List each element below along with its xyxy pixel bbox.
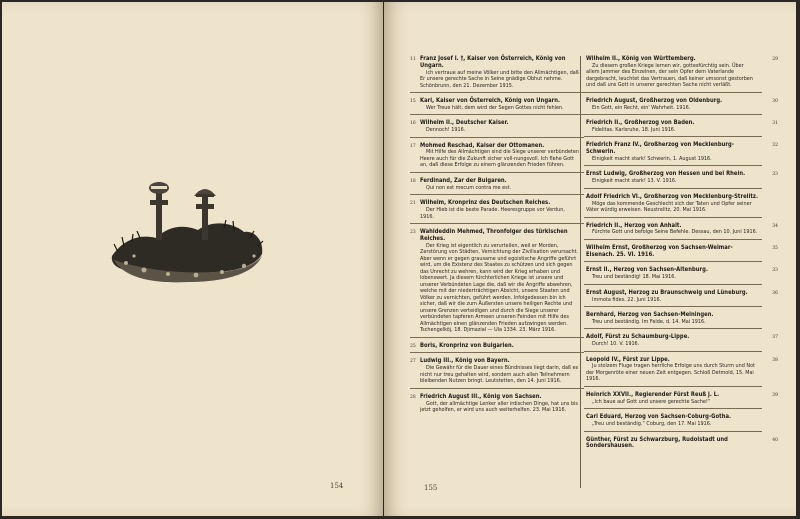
- entry-heading: Wilhelm II., Deutscher Kaiser.: [420, 120, 509, 127]
- entry-heading: Adolf, Fürst zu Schaumburg-Lippe.: [586, 334, 690, 341]
- entry-text: Die Gewähr für die Dauer eines Bündnisses liegt darin, daß es nicht nur treu gehalten wird, sondern auch allen Teilnehmern bleibenden Nutzen bringt. Leutstetten, den 14. Juni 1916.: [420, 365, 579, 385]
- entry-text: Gott, der allmächtige Lenker aller irdischen Dinge, hat uns bis jetzt geholfen, er wird uns auch weiterhelfen. 23. Mai 1916.: [420, 400, 578, 414]
- entry-heading: Wilhelm Ernst, Großherzog von Sachsen-Weimar-Eisenach. 25. VI. 1916.: [586, 244, 733, 258]
- entry-text: Zu diesem großen Kriege lernen wir, gottesfürchtig sein. Über allem Jammer des Einzelnen, der sein Opfer dem Vaterlande dargebracht, leuchtet das Vertrauen, daß keiner umsonst gestorben und daß uns Gott in unserer gerechten Sache nicht verläßt.: [586, 62, 753, 89]
- entry-number: 33: [772, 172, 778, 178]
- entry-text: Treu und beständig. Im Felde, d. 14. Mai 1916.: [592, 318, 706, 325]
- entry: [584, 118, 778, 137]
- entry: [410, 118, 584, 137]
- entry-number: 21: [410, 201, 416, 207]
- entry-text: Möge das kommende Geschlecht sich der Taten und Opfer seiner Väter würdig erweisen. Neustrelitz, 20. Mai 1916.: [586, 200, 752, 214]
- page-number-left: 154: [330, 482, 344, 490]
- left-page: [2, 2, 383, 516]
- entry-text: Treu und beständig! 18. Mai 1916.: [592, 274, 676, 281]
- entry-text: Immota fides. 22. Juni 1916.: [592, 296, 662, 303]
- entry: [584, 332, 778, 351]
- entry-heading: Carl Eduard, Herzog von Sachsen-Coburg-Gotha.: [586, 414, 732, 421]
- entry-text: Einigkeit macht stark! 13. V. 1916.: [592, 178, 677, 185]
- entry-number: 32: [772, 143, 778, 149]
- entry-heading: Friedrich August, Großherzog von Oldenburg.: [586, 97, 723, 104]
- entry-number: 17: [410, 143, 416, 149]
- entry-text: Qui non est mecum contra me est.: [426, 184, 512, 191]
- entry-number: 18: [410, 178, 416, 184]
- entry-heading: Karl, Kaiser von Österreich, König von Ungarn.: [420, 98, 561, 105]
- entry-text: Ich vertraue auf meine Völker und bitte den Allmächtigen, daß Er unsere gerechte Sache in Seine gnädige Obhut nehme. Schönbrunn, den 21. Dezember 1915.: [420, 69, 579, 89]
- entry-heading: Franz Josef I. †, Kaiser von Österreich, König von Ungarn.: [420, 56, 566, 69]
- entry: [410, 356, 584, 388]
- entry-heading: Heinrich XXVII., Regierender Fürst Reuß j. L.: [586, 391, 720, 398]
- entry-heading: Bernhard, Herzog von Sachsen-Meiningen.: [586, 312, 714, 319]
- entry: [584, 221, 778, 240]
- entry-text: Ju stolzem Fluge tragen herrliche Erfolge uns durch Sturm und Not der Morgenröte einer neuen Zeit entgegen. Schloß Detmold, 15. Mai 1916.: [586, 363, 755, 383]
- entry-number: 37: [772, 335, 778, 341]
- entry-text: Fidelitas. Karlsruhe, 18. Juni 1916.: [592, 126, 676, 133]
- entry-heading: Friedrich Franz IV., Großherzog von Mecklenburg-Schwerin.: [586, 142, 734, 156]
- entry-text: Wer Treue hält, dem wird der Segen Gottes nicht fehlen.: [426, 104, 564, 111]
- entry-number: 30: [772, 98, 778, 104]
- entry-heading: Adolf Friedrich VI., Großherzog von Mecklenburg-Strelitz.: [586, 193, 758, 200]
- entry-heading: Friedrich August III., König von Sachsen.: [420, 393, 542, 400]
- entry-text: Mit Hilfe des Allmächtigen sind die Siege unserer verbündeten Heere auch für die Zukunft sicher voll-nungsvoll. Ich flehe Gott an, daß diese Erfolge zu einem glänzenden Frieden führen.: [420, 149, 580, 169]
- entry: [584, 243, 778, 263]
- entry-number: 31: [772, 121, 778, 127]
- entry: [410, 176, 584, 195]
- entry-text: Durch! 10. V. 1916.: [592, 341, 640, 348]
- entry-heading: Ludwig III., König von Bayern.: [420, 358, 510, 365]
- entry-heading: Boris, Kronprinz von Bulgarien.: [420, 342, 514, 349]
- entry-number: 36: [772, 290, 778, 296]
- entry-text: Ein Gott, ein Recht, ein' Wahrheit. 1916.: [592, 104, 691, 111]
- right-page: [384, 2, 796, 516]
- entry: [584, 54, 778, 93]
- entry-number: 33: [772, 268, 778, 274]
- entry: [410, 392, 584, 417]
- entry-number: 29: [772, 57, 778, 62]
- entry: [410, 141, 584, 173]
- entry-text: Dennoch! 1916.: [426, 127, 466, 134]
- entry: [584, 390, 778, 409]
- entry-number: 11: [410, 57, 416, 62]
- entry-heading: Friedrich II., Herzog von Anhalt.: [586, 222, 682, 229]
- war-graves-vignette: [104, 168, 270, 290]
- entry-number: 39: [772, 392, 778, 398]
- entry-heading: Friedrich II., Großherzog von Baden.: [586, 120, 695, 127]
- entry-heading: Ernst II., Herzog von Sachsen-Altenburg.: [586, 267, 708, 274]
- entry-text: „Ich baue auf Gott und unsere gerechte Sache!“: [592, 398, 711, 405]
- entry-number: 35: [772, 245, 778, 251]
- entry: [584, 288, 778, 307]
- entry: [410, 227, 584, 338]
- entry: [584, 435, 778, 454]
- entry-heading: Günther, Fürst zu Schwarzburg, Rudolstadt und Sondershausen.: [586, 436, 728, 450]
- entry: [584, 140, 778, 166]
- entry-number: 28: [410, 394, 416, 400]
- entry-number: 25: [410, 343, 416, 349]
- entry-heading: Wilhelm II., König von Württemberg.: [586, 56, 696, 62]
- entry-text: Der Hieb ist die beste Parade. Heeresgruppe vor Verdun, 1916.: [420, 207, 565, 220]
- entry-number: 23: [410, 230, 416, 236]
- column-right: [584, 54, 778, 456]
- entry-heading: Wahideddin Mehmed, Thronfolger des türkischen Reiches.: [420, 229, 568, 242]
- entry-text: Einigkeit macht stark! Schwerin, 1. August 1916.: [592, 155, 712, 162]
- column-left: [410, 54, 584, 420]
- entry: [584, 265, 778, 284]
- entry-number: 27: [410, 359, 416, 365]
- entry: [410, 341, 584, 354]
- page-number-right: 155: [424, 484, 438, 492]
- entry: [584, 96, 778, 115]
- entry-number: 16: [410, 121, 416, 127]
- entry: [584, 169, 778, 188]
- entry: [584, 310, 762, 329]
- entry-heading: Wilhelm, Kronprinz des Deutschen Reiches.: [420, 200, 551, 207]
- entry: [584, 412, 762, 431]
- entry-number: 40: [772, 437, 778, 443]
- entry-text: Der Krieg ist eigentlich zu verurteilen, weil er Morden, Zerstörung von Städten, Vernichtung der Zivilisation verursacht. Aber wenn er gegen grausame und egoistische Angriffe geführt wird, um die Existenz des Staates zu schützen und sich gegen das Unrecht zu wehren, kann wird der Krieg erhaben und lobenswert. Ja diesem fürchterlichen Kriege ist unsere und unserer Verbündeten Lage die, daß wir die Angriffe abwehren, welche mit der niederträchtigen Absicht, unsere Staaten und Völker zu vernichten, geführt werden. Infolgedessen bin ich sicher, daß wir die zum Äußersten unsere heiligen Rechte und unsere Grenzen verteidigen und durch die Siege unserer verbündeten tapferen Armeen unseren Feinden mit Hilfe des Allmächtigen einen glänzenden Frieden aufzwingen werden. Tschengelköj, 18. Djimazial — Ula 1334. 23. März 1916.: [420, 242, 579, 334]
- entry: [410, 198, 584, 224]
- entry-number: 38: [772, 357, 778, 363]
- entry: [410, 96, 584, 115]
- entry-number: 15: [410, 99, 416, 105]
- entry-text: „Treu und beständig.“ Coburg, den 17. Mai 1916.: [592, 421, 712, 428]
- entry-heading: Mohmed Reschad, Kaiser der Ottomanen.: [420, 142, 545, 149]
- entry-number: 34: [772, 223, 778, 229]
- entry: [410, 54, 584, 93]
- entry: [584, 355, 778, 387]
- entry-heading: Ferdinand, Zar der Bulgaren.: [420, 177, 507, 184]
- entry-heading: Ernst Ludwig, Großherzog von Hessen und bei Rhein.: [586, 171, 746, 178]
- entry-heading: Leopold IV., Fürst zur Lippe.: [586, 356, 670, 363]
- entry-heading: Ernst August, Herzog zu Braunschweig und Lüneburg.: [586, 289, 748, 296]
- entry: [584, 192, 762, 218]
- entry-text: Fürchte Gott und befolge Seine Befehle. Dessau, den 10. Juni 1916.: [592, 229, 758, 236]
